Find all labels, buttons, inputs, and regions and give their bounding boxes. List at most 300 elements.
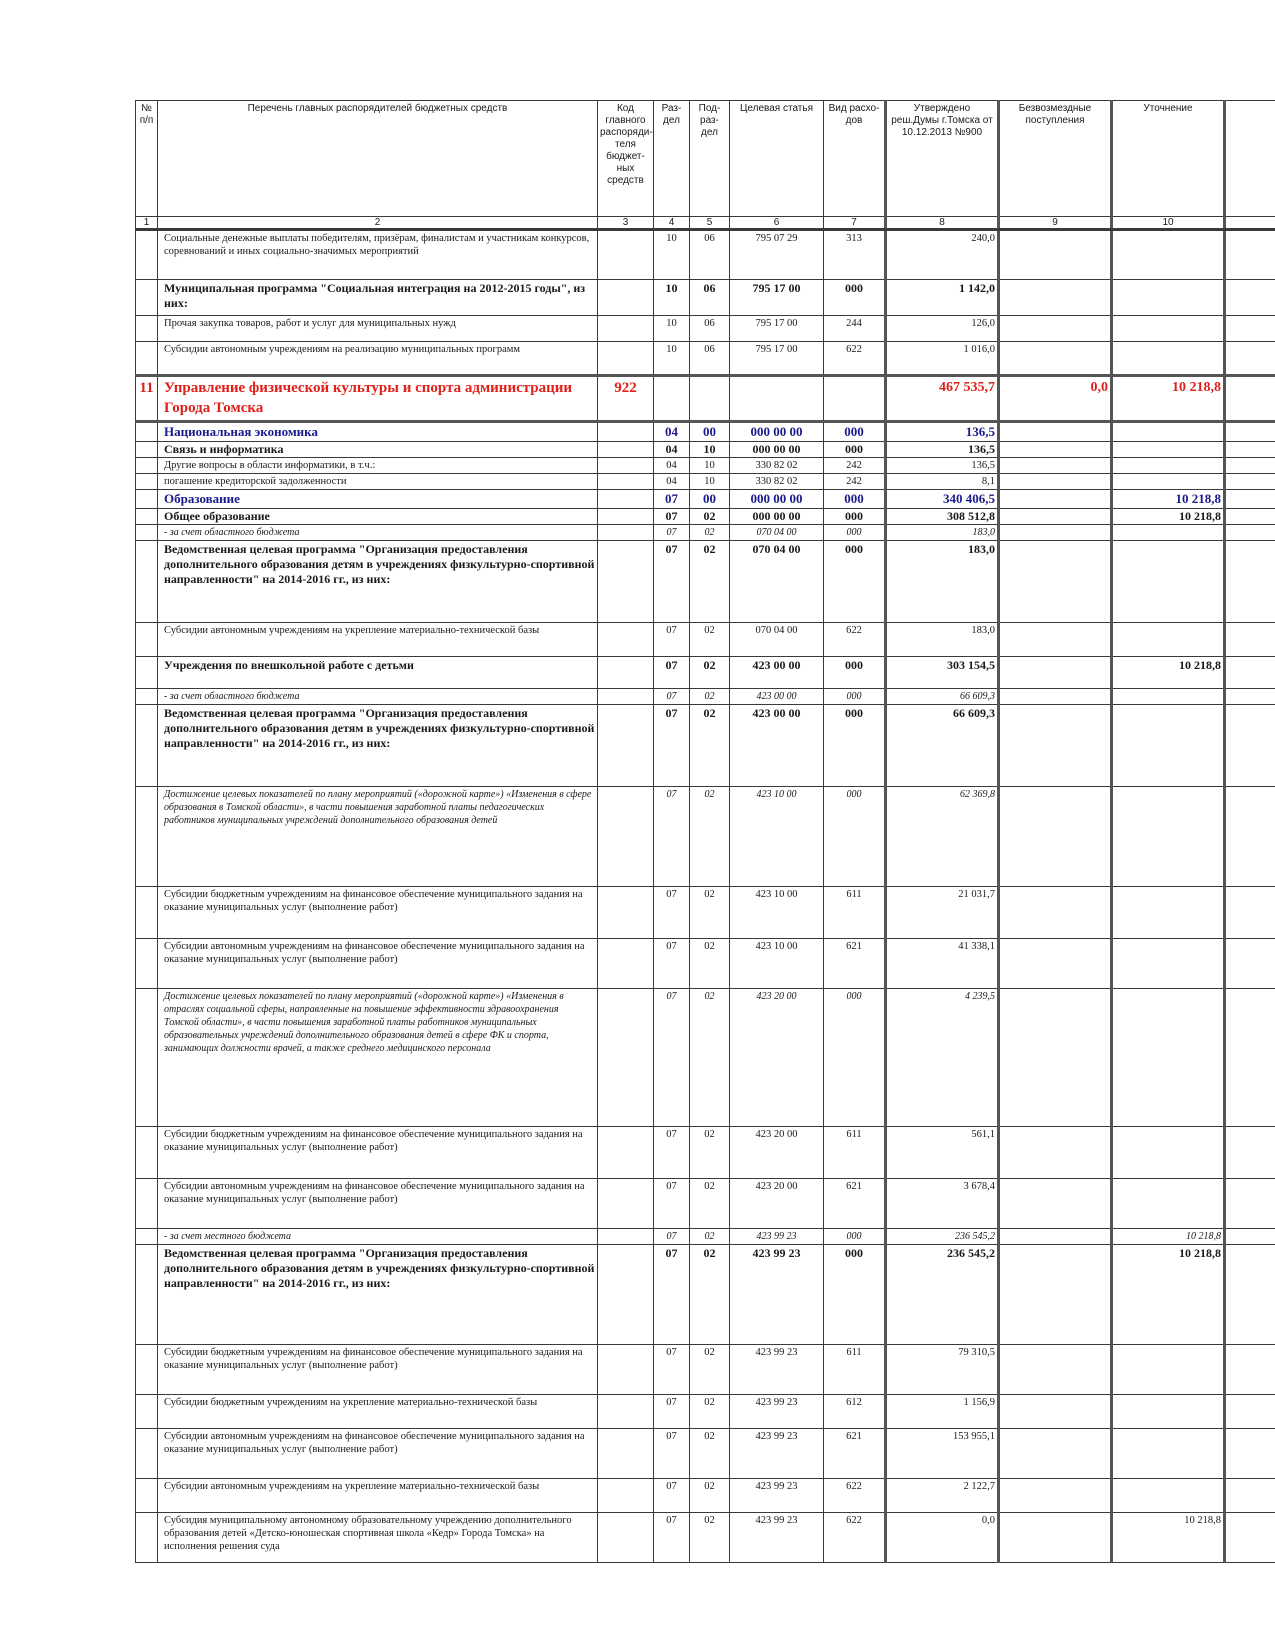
row-razdel: 07 xyxy=(654,657,690,689)
table-row xyxy=(136,230,1275,280)
row-code xyxy=(598,1429,654,1479)
row-podrazdel: 02 xyxy=(690,939,730,989)
row-vid: 622 xyxy=(824,1513,886,1563)
column-number: 5 xyxy=(690,217,730,230)
row-vid: 621 xyxy=(824,939,886,989)
row-approved: 340 406,5 xyxy=(886,490,999,509)
row-vid: 622 xyxy=(824,623,886,657)
row-clarification: 10 218,8 xyxy=(1112,1229,1225,1245)
header-name: Перечень главных распорядителей бюджетных средств xyxy=(158,101,598,217)
row-clarification xyxy=(1112,541,1225,623)
row-extra xyxy=(1225,280,1275,316)
row-approved: 8,1 xyxy=(886,474,999,490)
row-podrazdel: 02 xyxy=(690,623,730,657)
row-extra xyxy=(1225,689,1275,705)
table-row xyxy=(136,1179,1275,1229)
row-clarification xyxy=(1112,1179,1225,1229)
row-grants xyxy=(999,490,1112,509)
row-name: - за счет областного бюджета xyxy=(158,689,598,705)
row-name: Субсидии бюджетным учреждениям на финансовое обеспечение муниципального задания на оказание муниципальных услуг (выполнение работ) xyxy=(158,1127,598,1179)
row-statya: 423 10 00 xyxy=(730,787,824,887)
row-extra xyxy=(1225,1345,1275,1395)
header-razdel: Раз-дел xyxy=(654,101,690,217)
row-statya: 423 99 23 xyxy=(730,1429,824,1479)
header-podrazdel: Под-раз-дел xyxy=(690,101,730,217)
row-statya: 795 17 00 xyxy=(730,316,824,342)
row-approved: 236 545,2 xyxy=(886,1229,999,1245)
row-statya: 423 99 23 xyxy=(730,1229,824,1245)
row-code xyxy=(598,1479,654,1513)
row-vid: 611 xyxy=(824,887,886,939)
row-vid: 000 xyxy=(824,989,886,1127)
row-code xyxy=(598,490,654,509)
row-code xyxy=(598,1245,654,1345)
row-approved: 41 338,1 xyxy=(886,939,999,989)
row-approved: 561,1 xyxy=(886,1127,999,1179)
row-code xyxy=(598,939,654,989)
row-number xyxy=(136,474,158,490)
column-number: 7 xyxy=(824,217,886,230)
row-grants xyxy=(999,689,1112,705)
row-clarification: 10 218,8 xyxy=(1112,376,1225,422)
row-statya: 423 10 00 xyxy=(730,939,824,989)
row-podrazdel: 10 xyxy=(690,442,730,458)
row-razdel: 07 xyxy=(654,525,690,541)
row-number xyxy=(136,939,158,989)
row-name: Достижение целевых показателей по плану мероприятий («дорожной карте») «Изменения в отраслях социальной сферы, направленные на повышение эффективности здравоохранения Томской области», в части повышения заработной платы работников муниципальных образовательных учреждений дополнительного образования детей в сфере ФК и спорта, занимающих должности врачей, а также среднего медицинского персонала xyxy=(158,989,598,1127)
row-clarification xyxy=(1112,989,1225,1127)
row-extra xyxy=(1225,989,1275,1127)
row-approved: 308 512,8 xyxy=(886,509,999,525)
row-name: Субсидии автономным учреждениям на реализацию муниципальных программ xyxy=(158,342,598,376)
table-row xyxy=(136,474,1275,490)
row-statya: 070 04 00 xyxy=(730,541,824,623)
row-clarification xyxy=(1112,525,1225,541)
row-podrazdel: 10 xyxy=(690,474,730,490)
row-extra xyxy=(1225,458,1275,474)
row-approved: 2 122,7 xyxy=(886,1479,999,1513)
row-number xyxy=(136,1127,158,1179)
table-row xyxy=(136,1513,1275,1563)
row-clarification: 10 218,8 xyxy=(1112,1513,1225,1563)
row-razdel: 07 xyxy=(654,887,690,939)
row-clarification xyxy=(1112,230,1225,280)
row-name: Ведомственная целевая программа "Организация предоставления дополнительного образования детям в учреждениях физкультурно-спортивной направленности" на 2014-2016 гг., из них: xyxy=(158,705,598,787)
row-razdel: 07 xyxy=(654,689,690,705)
table-row xyxy=(136,623,1275,657)
row-podrazdel: 02 xyxy=(690,1395,730,1429)
row-podrazdel: 02 xyxy=(690,989,730,1127)
row-razdel: 07 xyxy=(654,623,690,657)
table-row xyxy=(136,787,1275,887)
row-approved: 66 609,3 xyxy=(886,705,999,787)
row-statya: 423 10 00 xyxy=(730,887,824,939)
table-row xyxy=(136,422,1275,442)
row-razdel: 04 xyxy=(654,442,690,458)
row-code xyxy=(598,316,654,342)
row-podrazdel: 02 xyxy=(690,1345,730,1395)
row-razdel: 07 xyxy=(654,1345,690,1395)
row-extra xyxy=(1225,230,1275,280)
row-razdel: 07 xyxy=(654,1429,690,1479)
row-code xyxy=(598,509,654,525)
row-grants xyxy=(999,1127,1112,1179)
row-vid: 000 xyxy=(824,490,886,509)
row-statya: 070 04 00 xyxy=(730,623,824,657)
row-razdel: 07 xyxy=(654,705,690,787)
row-extra xyxy=(1225,1229,1275,1245)
row-name: Достижение целевых показателей по плану мероприятий («дорожной карте») «Изменения в сфере образования в Томской области», в части повышения заработной платы педагогических работников муниципальных учреждений дополнительного образования детей xyxy=(158,787,598,887)
row-razdel: 10 xyxy=(654,230,690,280)
row-statya: 000 00 00 xyxy=(730,422,824,442)
row-podrazdel: 02 xyxy=(690,657,730,689)
row-number xyxy=(136,458,158,474)
row-clarification xyxy=(1112,1479,1225,1513)
column-number-extra xyxy=(1225,217,1275,230)
row-name: Ведомственная целевая программа "Организация предоставления дополнительного образования детям в учреждениях физкультурно-спортивной направленности" на 2014-2016 гг., из них: xyxy=(158,1245,598,1345)
row-vid: 000 xyxy=(824,689,886,705)
row-approved: 303 154,5 xyxy=(886,657,999,689)
table-row xyxy=(136,442,1275,458)
row-razdel xyxy=(654,376,690,422)
row-code xyxy=(598,1179,654,1229)
row-number xyxy=(136,422,158,442)
row-name: Связь и информатика xyxy=(158,442,598,458)
table-row xyxy=(136,1345,1275,1395)
row-clarification: 10 218,8 xyxy=(1112,1245,1225,1345)
row-code xyxy=(598,230,654,280)
row-name: Субсидии автономным учреждениям на финансовое обеспечение муниципального задания на оказание муниципальных услуг (выполнение работ) xyxy=(158,1179,598,1229)
row-podrazdel: 02 xyxy=(690,509,730,525)
column-number: 6 xyxy=(730,217,824,230)
header-number: № п/п xyxy=(136,101,158,217)
row-extra xyxy=(1225,342,1275,376)
row-statya xyxy=(730,376,824,422)
row-statya: 423 00 00 xyxy=(730,689,824,705)
row-podrazdel: 02 xyxy=(690,541,730,623)
table-row xyxy=(136,280,1275,316)
row-number xyxy=(136,1229,158,1245)
row-statya: 423 99 23 xyxy=(730,1345,824,1395)
row-name: Социальные денежные выплаты победителям, призёрам, финалистам и участникам конкурсов, соревнований и иных социально-значимых мероприятий xyxy=(158,230,598,280)
row-approved: 79 310,5 xyxy=(886,1345,999,1395)
column-number: 1 xyxy=(136,217,158,230)
row-vid: 000 xyxy=(824,1229,886,1245)
row-statya: 423 00 00 xyxy=(730,705,824,787)
row-extra xyxy=(1225,1429,1275,1479)
row-approved: 136,5 xyxy=(886,422,999,442)
row-podrazdel: 06 xyxy=(690,280,730,316)
table-row xyxy=(136,525,1275,541)
table-row xyxy=(136,939,1275,989)
row-name: Прочая закупка товаров, работ и услуг для муниципальных нужд xyxy=(158,316,598,342)
header-statya: Целевая статья xyxy=(730,101,824,217)
row-razdel: 07 xyxy=(654,1245,690,1345)
row-name: Образование xyxy=(158,490,598,509)
row-grants xyxy=(999,474,1112,490)
row-vid: 621 xyxy=(824,1429,886,1479)
row-grants xyxy=(999,787,1112,887)
row-code xyxy=(598,342,654,376)
row-extra xyxy=(1225,490,1275,509)
row-clarification xyxy=(1112,422,1225,442)
row-vid: 611 xyxy=(824,1345,886,1395)
row-razdel: 10 xyxy=(654,342,690,376)
row-grants xyxy=(999,1429,1112,1479)
row-number xyxy=(136,689,158,705)
row-number xyxy=(136,509,158,525)
row-grants xyxy=(999,1229,1112,1245)
row-vid: 000 xyxy=(824,525,886,541)
row-approved: 136,5 xyxy=(886,458,999,474)
row-podrazdel: 02 xyxy=(690,787,730,887)
row-code xyxy=(598,989,654,1127)
row-razdel: 07 xyxy=(654,939,690,989)
row-number xyxy=(136,1245,158,1345)
row-number xyxy=(136,525,158,541)
row-razdel: 10 xyxy=(654,280,690,316)
row-approved: 126,0 xyxy=(886,316,999,342)
row-podrazdel: 02 xyxy=(690,1245,730,1345)
table-row xyxy=(136,376,1275,422)
table-row xyxy=(136,887,1275,939)
row-vid: 000 xyxy=(824,280,886,316)
row-extra xyxy=(1225,1395,1275,1429)
column-number: 2 xyxy=(158,217,598,230)
row-podrazdel: 06 xyxy=(690,230,730,280)
row-podrazdel: 02 xyxy=(690,1429,730,1479)
row-number xyxy=(136,342,158,376)
row-statya: 423 20 00 xyxy=(730,1127,824,1179)
row-clarification xyxy=(1112,705,1225,787)
row-code xyxy=(598,442,654,458)
row-clarification xyxy=(1112,1395,1225,1429)
row-statya: 795 17 00 xyxy=(730,280,824,316)
row-name: погашение кредиторской задолженности xyxy=(158,474,598,490)
row-podrazdel: 06 xyxy=(690,342,730,376)
row-approved: 136,5 xyxy=(886,442,999,458)
row-podrazdel: 02 xyxy=(690,525,730,541)
header-extra xyxy=(1225,101,1275,217)
row-number xyxy=(136,989,158,1127)
row-clarification xyxy=(1112,1127,1225,1179)
row-grants: 0,0 xyxy=(999,376,1112,422)
row-number xyxy=(136,541,158,623)
row-clarification xyxy=(1112,887,1225,939)
table-row xyxy=(136,490,1275,509)
row-number xyxy=(136,230,158,280)
row-approved: 1 016,0 xyxy=(886,342,999,376)
row-statya: 000 00 00 xyxy=(730,509,824,525)
row-code xyxy=(598,422,654,442)
row-approved: 236 545,2 xyxy=(886,1245,999,1345)
row-clarification xyxy=(1112,1429,1225,1479)
row-code xyxy=(598,705,654,787)
header-row xyxy=(136,101,1275,217)
row-statya: 423 20 00 xyxy=(730,989,824,1127)
row-vid xyxy=(824,376,886,422)
row-clarification: 10 218,8 xyxy=(1112,490,1225,509)
row-statya: 070 04 00 xyxy=(730,525,824,541)
row-podrazdel: 02 xyxy=(690,689,730,705)
row-name: Субсидии автономным учреждениям на укрепление материально-технической базы xyxy=(158,623,598,657)
row-razdel: 07 xyxy=(654,490,690,509)
row-vid: 244 xyxy=(824,316,886,342)
row-number xyxy=(136,623,158,657)
row-grants xyxy=(999,442,1112,458)
row-razdel: 07 xyxy=(654,1479,690,1513)
row-podrazdel: 02 xyxy=(690,705,730,787)
row-vid: 242 xyxy=(824,474,886,490)
row-grants xyxy=(999,1345,1112,1395)
row-statya: 423 99 23 xyxy=(730,1395,824,1429)
row-razdel: 04 xyxy=(654,458,690,474)
row-grants xyxy=(999,939,1112,989)
row-approved: 240,0 xyxy=(886,230,999,280)
column-number: 8 xyxy=(886,217,999,230)
row-extra xyxy=(1225,1179,1275,1229)
row-vid: 000 xyxy=(824,705,886,787)
row-clarification xyxy=(1112,442,1225,458)
row-extra xyxy=(1225,442,1275,458)
row-name: Субсидия муниципальному автономному образовательному учреждению дополнительного образования детей «Детско-юношеская спортивная школа «Кедр» Города Томска» на исполнения решения суда xyxy=(158,1513,598,1563)
row-vid: 000 xyxy=(824,787,886,887)
budget-table xyxy=(135,100,1275,1563)
row-statya: 330 82 02 xyxy=(730,474,824,490)
row-number xyxy=(136,1513,158,1563)
row-podrazdel xyxy=(690,376,730,422)
row-vid: 000 xyxy=(824,541,886,623)
row-name: Муниципальная программа "Социальная интеграция на 2012-2015 годы", из них: xyxy=(158,280,598,316)
row-extra xyxy=(1225,623,1275,657)
row-vid: 000 xyxy=(824,1245,886,1345)
row-razdel: 07 xyxy=(654,509,690,525)
row-approved: 183,0 xyxy=(886,541,999,623)
table-row xyxy=(136,541,1275,623)
table-row xyxy=(136,657,1275,689)
row-vid: 000 xyxy=(824,509,886,525)
table-row xyxy=(136,1429,1275,1479)
header-grants: Безвозмездные поступления xyxy=(999,101,1112,217)
table-row xyxy=(136,689,1275,705)
row-clarification xyxy=(1112,623,1225,657)
row-grants xyxy=(999,1513,1112,1563)
row-razdel: 07 xyxy=(654,1127,690,1179)
row-clarification xyxy=(1112,1345,1225,1395)
table-row xyxy=(136,989,1275,1127)
row-vid: 622 xyxy=(824,1479,886,1513)
row-name: Субсидии автономным учреждениям на финансовое обеспечение муниципального задания на оказание муниципальных услуг (выполнение работ) xyxy=(158,939,598,989)
row-number xyxy=(136,657,158,689)
row-code xyxy=(598,1345,654,1395)
row-name: Управление физической культуры и спорта администрации Города Томска xyxy=(158,376,598,422)
row-extra xyxy=(1225,525,1275,541)
table-row xyxy=(136,1229,1275,1245)
row-number xyxy=(136,705,158,787)
row-code xyxy=(598,541,654,623)
row-approved: 0,0 xyxy=(886,1513,999,1563)
row-approved: 183,0 xyxy=(886,623,999,657)
row-grants xyxy=(999,1479,1112,1513)
row-code xyxy=(598,623,654,657)
row-number xyxy=(136,490,158,509)
row-extra xyxy=(1225,887,1275,939)
row-vid: 000 xyxy=(824,442,886,458)
row-extra xyxy=(1225,787,1275,887)
row-name: Национальная экономика xyxy=(158,422,598,442)
row-grants xyxy=(999,525,1112,541)
row-grants xyxy=(999,342,1112,376)
table-row xyxy=(136,458,1275,474)
row-vid: 611 xyxy=(824,1127,886,1179)
row-clarification: 10 218,8 xyxy=(1112,509,1225,525)
row-code xyxy=(598,1229,654,1245)
row-podrazdel: 02 xyxy=(690,1513,730,1563)
row-statya: 330 82 02 xyxy=(730,458,824,474)
row-name: Ведомственная целевая программа "Организация предоставления дополнительного образования детям в учреждениях физкультурно-спортивной направленности" на 2014-2016 гг., из них: xyxy=(158,541,598,623)
row-name: Субсидии бюджетным учреждениям на финансовое обеспечение муниципального задания на оказание муниципальных услуг (выполнение работ) xyxy=(158,1345,598,1395)
row-number xyxy=(136,787,158,887)
row-vid: 313 xyxy=(824,230,886,280)
row-grants xyxy=(999,230,1112,280)
row-clarification xyxy=(1112,280,1225,316)
row-number xyxy=(136,1479,158,1513)
column-number: 4 xyxy=(654,217,690,230)
row-extra xyxy=(1225,1245,1275,1345)
row-podrazdel: 00 xyxy=(690,422,730,442)
row-extra xyxy=(1225,1479,1275,1513)
row-grants xyxy=(999,458,1112,474)
row-name: Другие вопросы в области информатики, в т.ч.: xyxy=(158,458,598,474)
row-razdel: 07 xyxy=(654,1395,690,1429)
row-approved: 62 369,8 xyxy=(886,787,999,887)
row-statya: 000 00 00 xyxy=(730,490,824,509)
row-razdel: 07 xyxy=(654,1513,690,1563)
row-number: 11 xyxy=(136,376,158,422)
row-name: Субсидии бюджетным учреждениям на укрепление материально-технической базы xyxy=(158,1395,598,1429)
row-grants xyxy=(999,280,1112,316)
row-grants xyxy=(999,541,1112,623)
row-name: - за счет местного бюджета xyxy=(158,1229,598,1245)
row-clarification xyxy=(1112,939,1225,989)
row-podrazdel: 00 xyxy=(690,490,730,509)
row-grants xyxy=(999,316,1112,342)
row-grants xyxy=(999,657,1112,689)
row-statya: 795 17 00 xyxy=(730,342,824,376)
row-razdel: 04 xyxy=(654,422,690,442)
header-code: Код главного распоряди-теля бюджет-ных средств xyxy=(598,101,654,217)
row-name: Субсидии автономным учреждениям на финансовое обеспечение муниципального задания на оказание муниципальных услуг (выполнение работ) xyxy=(158,1429,598,1479)
table-row xyxy=(136,509,1275,525)
row-code: 922 xyxy=(598,376,654,422)
row-extra xyxy=(1225,541,1275,623)
column-number: 10 xyxy=(1112,217,1225,230)
row-extra xyxy=(1225,657,1275,689)
row-code xyxy=(598,474,654,490)
row-razdel: 10 xyxy=(654,316,690,342)
row-code xyxy=(598,887,654,939)
table-row xyxy=(136,705,1275,787)
row-razdel: 07 xyxy=(654,1229,690,1245)
row-approved: 4 239,5 xyxy=(886,989,999,1127)
row-approved: 1 156,9 xyxy=(886,1395,999,1429)
row-extra xyxy=(1225,509,1275,525)
row-approved: 1 142,0 xyxy=(886,280,999,316)
column-numbers-row xyxy=(136,217,1275,230)
row-name: Субсидии автономным учреждениям на укрепление материально-технической базы xyxy=(158,1479,598,1513)
row-podrazdel: 02 xyxy=(690,1229,730,1245)
row-statya: 423 99 23 xyxy=(730,1245,824,1345)
